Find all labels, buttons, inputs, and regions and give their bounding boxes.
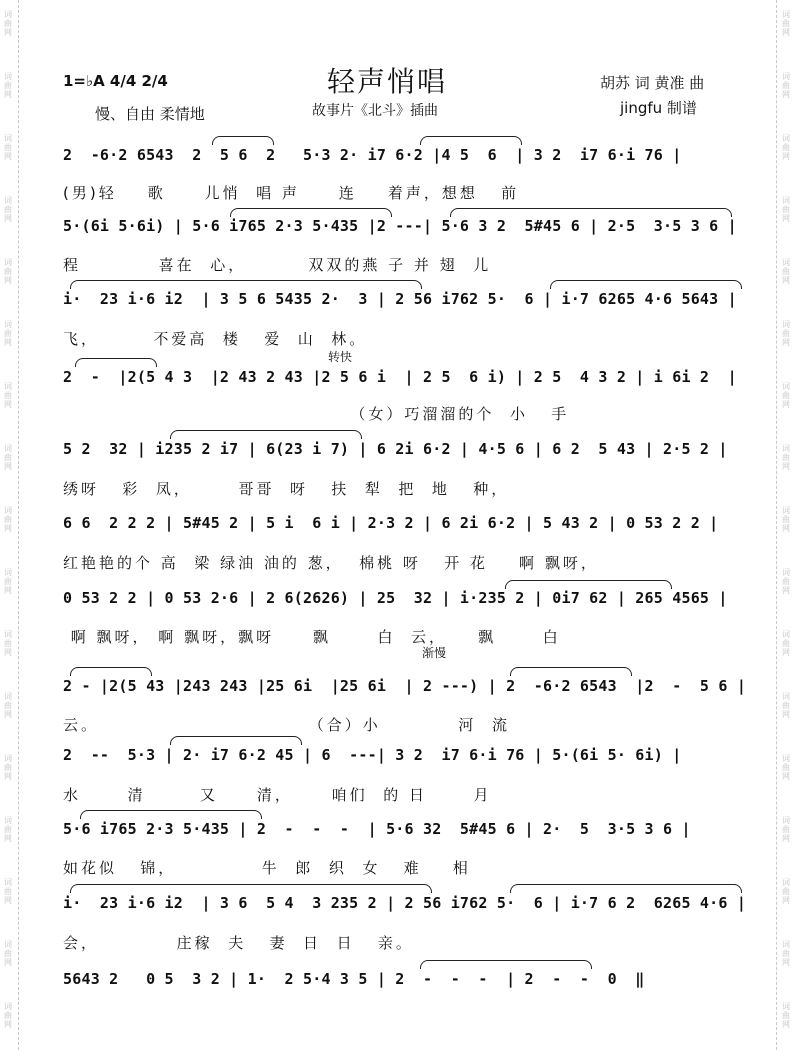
- watermark-stamp: 词 曲 网: [782, 258, 790, 285]
- watermark-stamp: 词 曲 网: [782, 134, 790, 161]
- watermark-stamp: 词 曲 网: [782, 878, 790, 905]
- notation-line-1: 2 -6·2 6543 2 5 6 2 5·3 2· i7 6·2 |4 5 6 | 3 2 i7 6·i 76 |: [63, 146, 682, 164]
- watermark-stamp: 词 曲 网: [4, 258, 12, 285]
- slur-mark: [170, 736, 302, 745]
- notation-line-9: 2 -- 5·3 | 2· i7 6·2 45 | 6 ---| 3 2 i7 6·i 76 | 5·(6i 5· 6i) |: [63, 746, 682, 764]
- watermark-stamp: 词 曲 网: [4, 816, 12, 843]
- key-signature: 1=♭A 4/4 2/4: [63, 72, 168, 90]
- watermark-stamp: 词 曲 网: [782, 940, 790, 967]
- slur-mark: [505, 580, 672, 589]
- song-title: 轻声悄唱: [327, 65, 448, 98]
- notation-line-11: i· 23 i·6 i2 | 3 6 5 4 3 235 2 | 2 56 i762 5· 6 | i·7 6 2 6265 4·6 |: [63, 894, 747, 912]
- lyrics-line-6: 红艳艳的个 高 梁 绿油 油的 葱， 棉桃 呀 开 花 啊 飘呀，: [63, 554, 599, 572]
- watermark-stamp: 词 曲 网: [782, 382, 790, 409]
- watermark-stamp: 词 曲 网: [4, 320, 12, 347]
- slur-mark: [170, 430, 362, 439]
- lyrics-line-4: （女）巧溜溜的个 小 手: [63, 405, 570, 423]
- lyrics-line-8: 云。 （合）小 河 流: [63, 716, 510, 734]
- slur-mark: [420, 136, 522, 145]
- watermark-stamp: 词 曲 网: [782, 320, 790, 347]
- watermark-stamp: 词 曲 网: [4, 692, 12, 719]
- watermark-stamp: 词 曲 网: [782, 1002, 790, 1029]
- slur-mark: [75, 358, 157, 367]
- watermark-stamp: 词 曲 网: [782, 196, 790, 223]
- watermark-stamp: 词 曲 网: [782, 630, 790, 657]
- notation-line-6: 6 6 2 2 2 | 5#45 2 | 5 i 6 i | 2·3 2 | 6 2i 6·2 | 5 43 2 | 0 53 2 2 |: [63, 514, 719, 532]
- notation-line-8: 2 - |2(5 43 |243 243 |25 6i |25 6i | 2 ---) | 2 -6·2 6543 |2 - 5 6 |: [63, 677, 747, 695]
- notation-line-4: 2 - |2(5 4 3 |2 43 2 43 |2 5 6 i | 2 5 6 i) | 2 5 4 3 2 | i 6i 2 |: [63, 368, 737, 386]
- lyrics-line-3: 飞， 不爱高 楼 爱 山 林。: [63, 330, 368, 348]
- watermark-stamp: 词 曲 网: [4, 1002, 12, 1029]
- watermark-stamp: 词 曲 网: [4, 506, 12, 533]
- slur-mark: [420, 960, 592, 969]
- film-subtitle: 故事片《北斗》插曲: [312, 103, 438, 119]
- watermark-stamp: 词 曲 网: [782, 72, 790, 99]
- lyrics-line-1: (男)轻 歌 儿悄 唱 声 连 着声，想想 前: [63, 184, 520, 202]
- lyrics-line-11: 会， 庄稼 夫 妻 日 日 亲。: [63, 934, 414, 952]
- notation-line-5: 5 2 32 | i235 2 i7 | 6(23 i 7) | 6 2i 6·2 | 4·5 6 | 6 2 5 43 | 2·5 2 |: [63, 440, 728, 458]
- slur-mark: [212, 136, 274, 145]
- notation-line-3: i· 23 i·6 i2 | 3 5 6 5435 2· 3 | 2 56 i762 5· 6 | i·7 6265 4·6 5643 |: [63, 290, 737, 308]
- watermark-stamp: 词 曲 网: [4, 878, 12, 905]
- watermark-stamp: 词 曲 网: [4, 630, 12, 657]
- watermark-stamp: 词 曲 网: [4, 72, 12, 99]
- tempo-marking: 慢、自由 柔情地: [95, 105, 205, 123]
- watermark-stamp: 词 曲 网: [4, 568, 12, 595]
- lyrics-line-7: 啊 飘呀， 啊 飘呀，飘呀 飘 白 云， 飘 白: [63, 628, 561, 646]
- tempo-faster-mark: 转快: [328, 350, 353, 364]
- lyrics-line-2: 程 喜在 心， 双双的燕 子 并 翅 儿: [63, 256, 492, 274]
- slur-mark: [510, 884, 742, 893]
- notation-line-2: 5·(6i 5·6i) | 5·6 i765 2·3 5·435 |2 ---| 5·6 3 2 5#45 6 | 2·5 3·5 3 6 |: [63, 217, 737, 235]
- slur-mark: [80, 810, 262, 819]
- watermark-stamp: 词 曲 网: [4, 196, 12, 223]
- watermark-stamp: 词 曲 网: [4, 10, 12, 37]
- slur-mark: [510, 667, 632, 676]
- watermark-stamp: 词 曲 网: [4, 940, 12, 967]
- watermark-stamp: 词 曲 网: [4, 134, 12, 161]
- slur-mark: [550, 280, 742, 289]
- watermark-stamp: 词 曲 网: [4, 754, 12, 781]
- watermark-stamp: 词 曲 网: [782, 444, 790, 471]
- transcriber-line: jingfu 制谱: [620, 99, 697, 117]
- notation-line-7: 0 53 2 2 | 0 53 2·6 | 2 6(2626) | 25 32 | i·235 2 | 0i7 62 | 265 4565 |: [63, 589, 728, 607]
- watermark-stamp: 词 曲 网: [782, 506, 790, 533]
- lyrics-line-10: 如花似 锦， 牛 郎 织 女 难 相: [63, 859, 471, 877]
- notation-line-10: 5·6 i765 2·3 5·435 | 2 - - - | 5·6 32 5#45 6 | 2· 5 3·5 3 6 |: [63, 820, 691, 838]
- watermark-stamp: 词 曲 网: [782, 10, 790, 37]
- watermark-stamp: 词 曲 网: [4, 444, 12, 471]
- slur-mark: [230, 208, 392, 217]
- watermark-stamp: 词 曲 网: [782, 692, 790, 719]
- credit-line: 胡苏 词 黄准 曲: [600, 74, 705, 92]
- slur-mark: [70, 884, 432, 893]
- lyrics-line-5: 绣呀 彩 凤， 哥哥 呀 扶 犁 把 地 种，: [63, 480, 510, 498]
- slur-mark: [70, 280, 422, 289]
- watermark-stamp: 词 曲 网: [782, 754, 790, 781]
- lyrics-line-9: 水 清 又 清， 咱们 的 日 月: [63, 786, 492, 804]
- watermark-stamp: 词 曲 网: [4, 382, 12, 409]
- watermark-stamp: 词 曲 网: [782, 568, 790, 595]
- notation-line-12: 5643 2 0 5 3 2 | 1· 2 5·4 3 5 | 2 - - - | 2 - - 0 ‖: [63, 970, 645, 988]
- tempo-slower-mark: 渐慢: [422, 646, 447, 660]
- watermark-stamp: 词 曲 网: [782, 816, 790, 843]
- slur-mark: [450, 208, 732, 217]
- slur-mark: [70, 667, 152, 676]
